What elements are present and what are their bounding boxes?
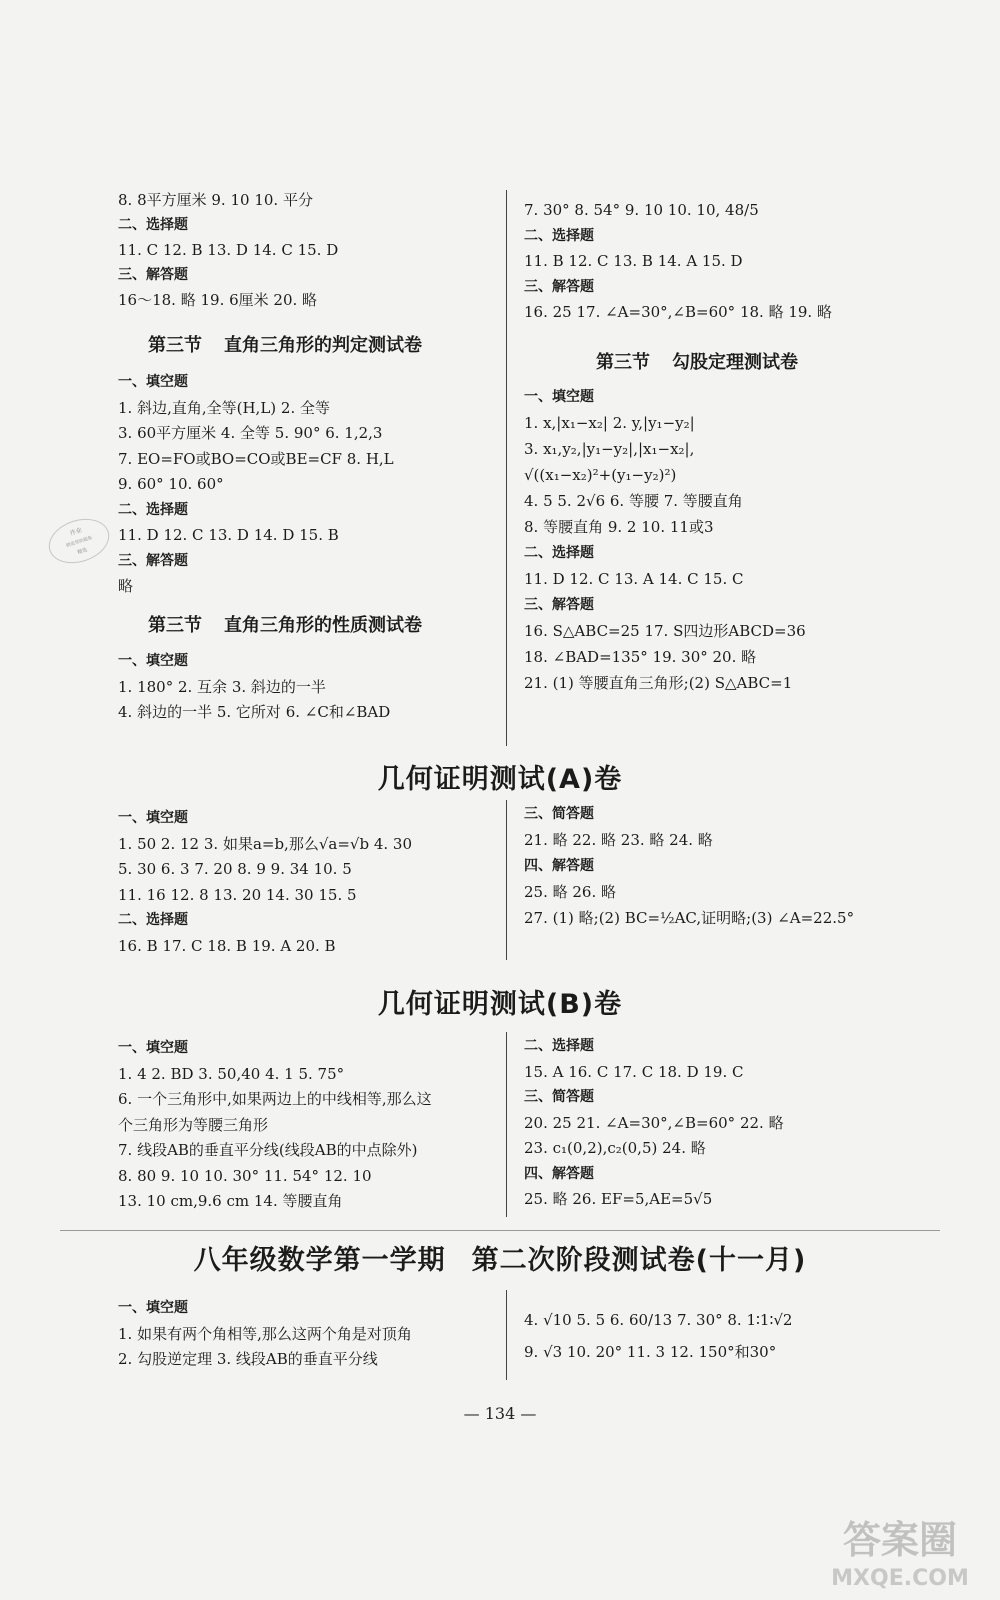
answer-line: 7. 30° 8. 54° 9. 10 10. 10, 48/5 — [524, 201, 759, 219]
question-type-heading: 二、选择题 — [524, 1038, 594, 1054]
answer-line: 8. 80 9. 10 10. 30° 11. 54° 12. 10 — [118, 1166, 372, 1185]
section-c-right — [524, 1310, 954, 1370]
answer-line: 8. 等腰直角 9. 2 10. 11或3 — [524, 518, 714, 536]
watermark-logo — [820, 1505, 980, 1595]
subtitle-text: 勾股定理测试卷 — [672, 352, 798, 373]
answer-line: 6. 一个三角形中,如果两边上的中线相等,那么这 — [118, 1090, 432, 1108]
answer-line: 11. B 12. C 13. B 14. A 15. D — [524, 252, 743, 270]
section-a-right — [524, 804, 954, 944]
section-separator-rule — [60, 1230, 940, 1231]
answer-line: 1. 180° 2. 互余 3. 斜边的一半 — [118, 677, 326, 696]
question-type-heading: 一、填空题 — [118, 653, 188, 669]
column-divider-a — [506, 800, 507, 960]
subtitle-section-label: 第三节 — [148, 615, 202, 636]
question-type-heading: 三、简答题 — [524, 1089, 594, 1105]
answer-line: 7. 线段AB的垂直平分线(线段AB的中点除外) — [118, 1141, 418, 1159]
section-c-grade-label: 八年级数学第一学期 — [193, 1245, 446, 1276]
question-type-heading: 三、解答题 — [524, 597, 594, 613]
subtitle-section-label: 第三节 — [596, 352, 650, 373]
question-type-heading: 三、简答题 — [524, 806, 594, 822]
section-c-test-label: 第二次阶段测试卷(十一月) — [471, 1245, 807, 1276]
answer-line: 1. 如果有两个角相等,那么这两个角是对顶角 — [118, 1324, 412, 1343]
answer-line: 1. 4 2. BD 3. 50,40 4. 1 5. 75° — [118, 1064, 345, 1083]
subtitle-text: 直角三角形的性质测试卷 — [224, 615, 422, 636]
left-sub1-block — [118, 372, 488, 602]
page-number: — 134 — — [463, 1404, 537, 1423]
answer-line: 15. A 16. C 17. C 18. D 19. C — [524, 1062, 744, 1081]
question-type-heading: 三、解答题 — [524, 278, 594, 295]
question-type-heading: 一、填空题 — [524, 389, 594, 405]
answer-line: 27. (1) 略;(2) BC=½AC,证明略;(3) ∠A=22.5° — [524, 909, 855, 927]
question-type-heading: 四、解答题 — [524, 1165, 594, 1182]
stamp-mark — [43, 511, 115, 570]
answer-line: 18. ∠BAD=135° 19. 30° 20. 略 — [524, 648, 757, 666]
answer-line: 11. 16 12. 8 13. 20 14. 30 15. 5 — [118, 885, 357, 904]
answer-line: 9. √3 10. 20° 11. 3 12. 150°和30° — [524, 1343, 777, 1361]
question-type-heading: 二、选择题 — [118, 217, 188, 233]
section-a-left — [118, 808, 488, 958]
answer-line: 4. 5 5. 2√6 6. 等腰 7. 等腰直角 — [524, 492, 743, 510]
left-top-block — [118, 190, 488, 309]
question-type-heading: 一、填空题 — [118, 374, 188, 390]
answer-line: 4. 斜边的一半 5. 它所对 6. ∠C和∠BAD — [118, 703, 391, 721]
answer-line: 25. 略 26. EF=5,AE=5√5 — [524, 1190, 713, 1208]
answer-line: 8. 8平方厘米 9. 10 10. 平分 — [118, 191, 313, 209]
answer-line: 16. S△ABC=25 17. S四边形ABCD=36 — [524, 622, 806, 640]
subtitle-section-label: 第三节 — [148, 335, 202, 356]
stamp-line-2: 精选帮助题集 — [65, 535, 94, 549]
left-subtitle-2 — [148, 611, 422, 637]
question-type-heading: 一、填空题 — [118, 810, 188, 826]
question-type-heading: 二、选择题 — [118, 501, 188, 518]
answer-line: 7. EO=FO或BO=CO或BE=CF 8. H,L — [118, 449, 394, 468]
answer-line: 16～18. 略 19. 6厘米 20. 略 — [118, 291, 318, 309]
question-type-heading: 二、选择题 — [524, 227, 594, 244]
question-type-heading: 三、解答题 — [118, 267, 188, 283]
question-type-heading: 二、选择题 — [118, 912, 188, 928]
section-c-left — [118, 1298, 498, 1378]
answer-line: 21. 略 22. 略 23. 略 24. 略 — [524, 831, 713, 849]
right-sub-block — [524, 387, 944, 707]
answer-line: 个三角形为等腰三角形 — [118, 1115, 269, 1134]
answer-line: √((x₁−x₂)²+(y₁−y₂)²) — [524, 466, 677, 484]
answer-line: 21. (1) 等腰直角三角形;(2) S△ABC=1 — [524, 674, 793, 692]
answer-line: 13. 10 cm,9.6 cm 14. 等腰直角 — [118, 1192, 343, 1210]
answer-line: 2. 勾股逆定理 3. 线段AB的垂直平分线 — [118, 1350, 378, 1368]
section-b-right — [524, 1036, 944, 1216]
answer-line: 1. 斜边,直角,全等(H,L) 2. 全等 — [118, 398, 330, 417]
answer-line: 3. x₁,y₂,|y₁−y₂|,|x₁−x₂|, — [524, 440, 695, 458]
answer-line: 16. B 17. C 18. B 19. A 20. B — [118, 936, 336, 955]
stamp-line-3: 精选 — [76, 547, 89, 556]
subtitle-text: 直角三角形的判定测试卷 — [224, 335, 422, 356]
stamp-graphic — [44, 513, 113, 570]
answer-line: 16. 25 17. ∠A=30°,∠B=60° 18. 略 19. 略 — [524, 303, 832, 321]
watermark-main: 答案圈 — [842, 1518, 958, 1562]
answer-line: 9. 60° 10. 60° — [118, 475, 224, 493]
section-title-a: 几何证明测试(A)卷 — [377, 764, 623, 795]
question-type-heading: 二、选择题 — [524, 545, 594, 561]
answer-line: 20. 25 21. ∠A=30°,∠B=60° 22. 略 — [524, 1113, 784, 1132]
answer-line: 3. 60平方厘米 4. 全等 5. 90° 6. 1,2,3 — [118, 424, 383, 442]
answer-line: 1. 50 2. 12 3. 如果a=b,那么√a=√b 4. 30 — [118, 834, 412, 853]
section-title-b: 几何证明测试(B)卷 — [377, 989, 623, 1020]
answer-line: 23. c₁(0,2),c₂(0,5) 24. 略 — [524, 1139, 706, 1157]
answer-line: 4. √10 5. 5 6. 60/13 7. 30° 8. 1∶1∶√2 — [524, 1311, 793, 1329]
answer-line: 11. C 12. B 13. D 14. C 15. D — [118, 241, 339, 259]
left-sub2-block — [118, 651, 488, 731]
answer-line: 11. D 12. C 13. D 14. D 15. B — [118, 526, 339, 544]
question-type-heading: 一、填空题 — [118, 1300, 188, 1316]
watermark-graphic — [820, 1505, 980, 1595]
answer-line: 25. 略 26. 略 — [524, 883, 617, 901]
column-divider-b — [506, 1032, 507, 1217]
question-type-heading: 一、填空题 — [118, 1040, 188, 1056]
left-subtitle-1 — [148, 331, 422, 357]
stamp-line-1: 作业 — [69, 526, 83, 538]
column-divider-top — [506, 190, 507, 746]
section-title-c — [0, 1238, 1000, 1277]
right-top-block — [524, 200, 944, 340]
question-type-heading: 四、解答题 — [524, 858, 594, 874]
column-divider-c — [506, 1290, 507, 1380]
watermark-url: MXQE.COM — [831, 1566, 969, 1591]
answer-line: 5. 30 6. 3 7. 20 8. 9 9. 34 10. 5 — [118, 860, 352, 878]
section-b-left — [118, 1038, 498, 1218]
answer-line: 略 — [118, 577, 134, 595]
answer-line: 11. D 12. C 13. A 14. C 15. C — [524, 570, 744, 588]
question-type-heading: 三、解答题 — [118, 552, 188, 569]
right-subtitle — [596, 348, 798, 374]
answer-line: 1. x,|x₁−x₂| 2. y,|y₁−y₂| — [524, 414, 695, 432]
